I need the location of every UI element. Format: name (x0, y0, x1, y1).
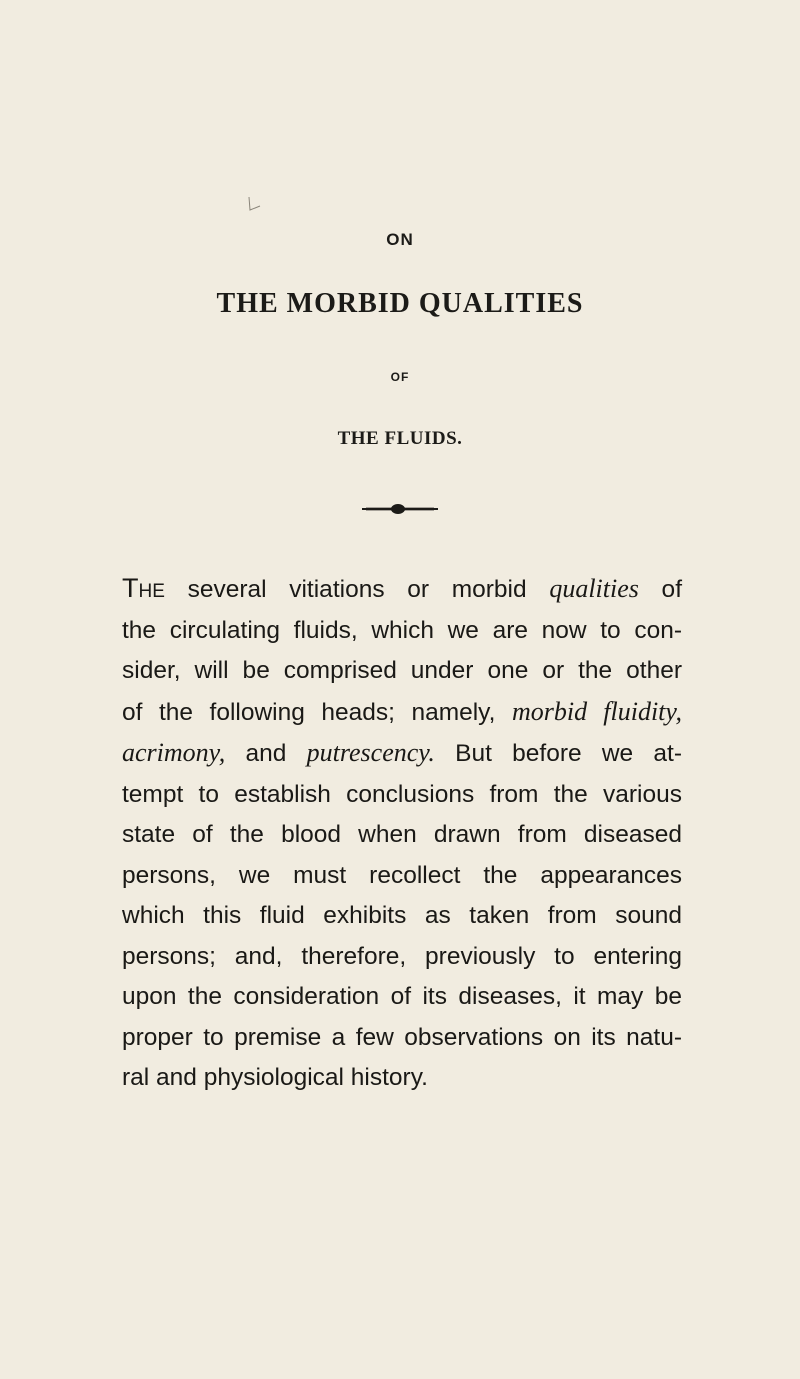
paragraph-line: proper to premise a few observations on its natu- (122, 1023, 682, 1051)
heading-title: THE MORBID QUALITIES (216, 288, 584, 319)
line-text: of (638, 576, 682, 603)
paragraph-line: state of the blood when drawn from diseased (122, 821, 682, 848)
line-text: of the following heads; namely, (122, 698, 512, 726)
paragraph-line: upon the consideration of its diseases, it may be (122, 983, 682, 1010)
paragraph-line: the circulating fluids, which we are now to con- (122, 616, 682, 644)
paragraph-line (122, 692, 682, 734)
ornament-divider-icon (360, 498, 440, 520)
heading-subtitle: THE FLUIDS. (337, 428, 463, 449)
paragraph-line: sider, will be comprised under one or the other (122, 657, 682, 684)
drop-word: The (122, 573, 165, 603)
italic-term: morbid fluidity, (511, 696, 683, 726)
heading-on: ON (386, 230, 414, 249)
italic-term: qualities (549, 574, 639, 603)
paragraph-line (122, 733, 682, 775)
paragraph-line: tempt to establish conclusions from the various (122, 780, 682, 808)
heading-of: OF (390, 370, 410, 384)
line-text: several vitiations or morbid (164, 576, 550, 603)
paragraph-line: ral and physiological history. (122, 1064, 428, 1091)
body-paragraph (122, 568, 682, 1099)
paragraph-line: persons, we must recollect the appearances (122, 861, 682, 889)
line-text: But before we at- (434, 740, 682, 767)
italic-term: putrescency. (306, 738, 435, 767)
paragraph-line (122, 568, 682, 611)
pencil-mark (247, 196, 261, 212)
paragraph-line: persons; and, therefore, previously to entering (122, 942, 682, 970)
paragraph-line: which this fluid exhibits as taken from sound (122, 902, 682, 929)
line-text: and (225, 740, 307, 767)
italic-term: acrimony, (122, 738, 226, 767)
